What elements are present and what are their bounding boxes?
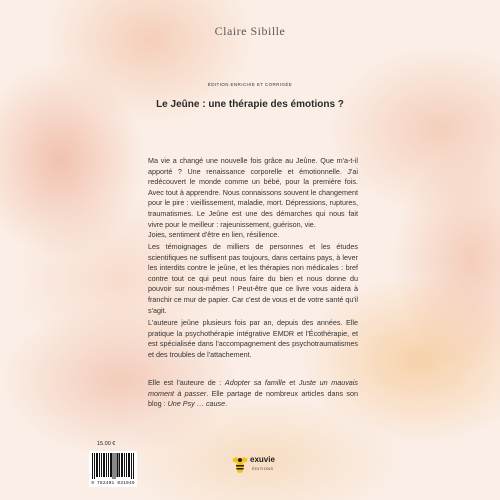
blog-name: Une Psy … cause [167,399,226,409]
blurb-paragraph-3: L'auteure jeûne plusieurs fois par an, depuis des années. Elle pratique la psychothérapie intégrative EMDR et l'Écothérapie, et est spécialisée dans l'accompagnement des psychotraumatismes et des troubles de l'attachement. [148,318,358,359]
isbn-barcode [89,451,137,487]
book-title: Le Jeûne : une thérapie des émotions ? [156,99,344,110]
publisher-logo [232,453,292,483]
p4-and: et [285,378,299,387]
bee-icon [232,455,248,475]
blurb-paragraph-1-text: Ma vie a changé une nouvelle fois grâce au Jeûne. Que m'a-t-il apporté ? Une renaissance corporelle et émotionnelle. J'ai redécouvert le monde comme un bébé, pour la première fois. Avec tout à apprendre. Nous connaissons souvent le changement pour le pire : vieillissement, maladie, mort. Dépressions, ruptures, traumatismes. Le Jeûne est une des démarches qui nous fait vivre pour le meilleur : rajeunissement, guérison, vie. [148,156,358,229]
book-title-adopter: Adopter sa famille [224,378,286,387]
p4-end: . [225,399,228,409]
isbn-number: 9 782491 031046 [91,481,135,486]
publisher-subtitle: ÉDITIONS [252,466,274,471]
edition-note: ÉDITION ENRICHIE ET CORRIGÉE [207,82,293,87]
blurb-paragraph-1 [148,156,358,241]
price-label: 15.00 € [97,441,116,447]
author-name: Claire Sibille [214,24,286,38]
blurb-paragraph-4 [148,378,358,410]
p4-intro: Elle est l'auteure de : [148,378,225,387]
p4-mid: . Elle partage de nombreux articles dans son blog : [148,388,358,409]
publisher-name: exuvie [250,455,275,464]
book-title-juste: Juste un mauvais moment à passer [148,378,358,398]
blurb-paragraph-1-last-line: Joies, sentiment d'être en lien, résilience. [148,230,280,240]
blurb-paragraph-2: Les témoignages de milliers de personnes et les études scientifiques ne suffisent pas toujours, dans certains pays, à lever les interdits contre le jeûne, et les thérapies non médicales : bref contre tout ce qui peut nous faire du bien et nous donne du pouvoir sur nous-mêmes ! Peut-être que ce livre vous aidera à franchir ce mur de papier. Car c'est de vous et de votre santé qu'il s'agit. [148,242,358,315]
barcode-icon [92,453,134,479]
